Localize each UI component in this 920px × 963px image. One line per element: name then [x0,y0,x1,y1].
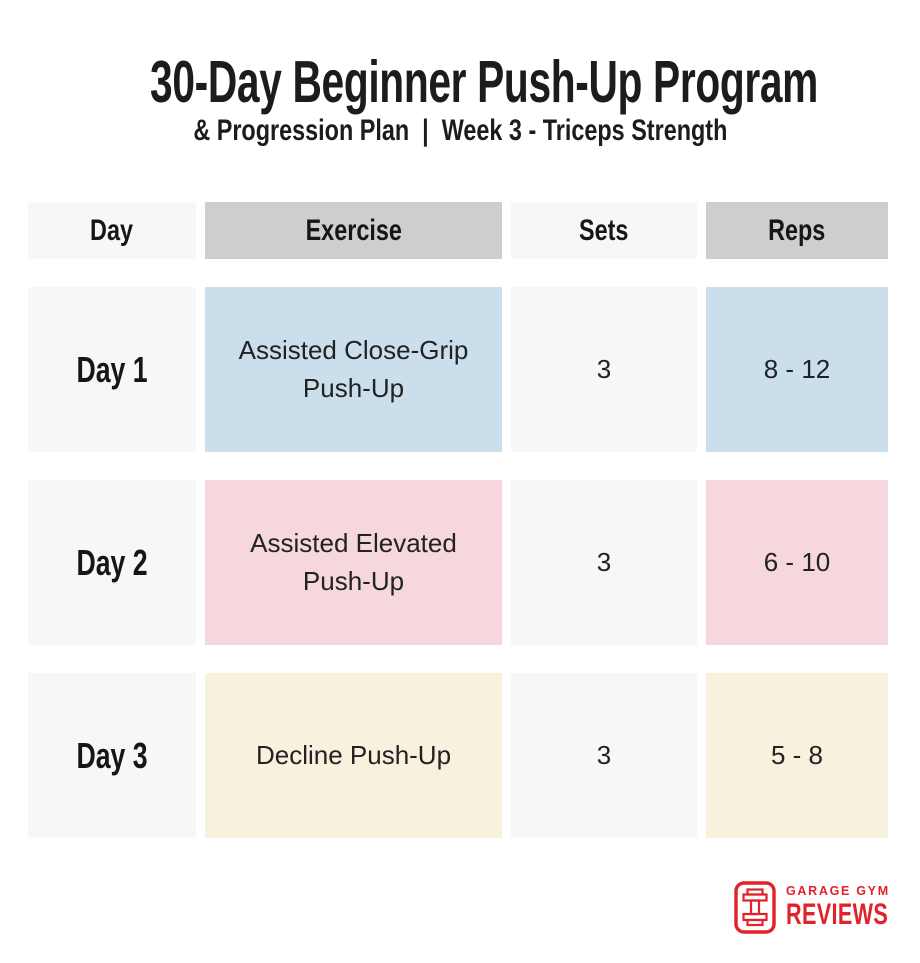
column-header-sets [511,202,697,259]
garage-gym-reviews-logo [734,881,920,934]
page-subtitle-text: & Progression Plan | Week 3 - Triceps Strength [192,114,728,147]
logo-brand-bottom: REVIEWS [786,898,889,932]
logo-wordmark [786,885,920,931]
dumbbell-icon [734,881,776,934]
reps-value: 6 - 10 [763,546,831,577]
table-row-day3-exercise-cell [205,673,502,838]
table-row-day2-day-cell [28,480,196,645]
column-header-reps [706,202,888,259]
logo-brand-top: GARAGE GYM [786,883,890,898]
table-row-day1-sets-cell [511,287,697,452]
exercise-label: Decline Push-Up [255,739,452,770]
column-header-exercise [205,202,502,259]
column-header-day-label: Day [90,213,134,247]
table-row-day3-day-cell [28,673,196,838]
reps-value: 5 - 8 [770,739,824,770]
page-title [0,49,920,115]
column-header-day [28,202,196,259]
table-row-day2-reps-cell [706,480,888,645]
column-header-exercise-label: Exercise [305,213,402,247]
day-label: Day 1 [76,348,148,390]
header [0,0,920,146]
program-table [28,202,888,838]
day-label: Day 2 [76,541,148,583]
sets-value: 3 [596,353,612,384]
exercise-label: Assisted Close-Grip Push-Up [238,334,469,403]
page-title-text: 30-Day Beginner Push-Up Program [150,49,819,115]
table-row-day2-exercise-cell [205,480,502,645]
table-row-day1-exercise-cell [205,287,502,452]
table-row-day3-reps-cell [706,673,888,838]
exercise-label: Assisted Elevated Push-Up [250,527,457,596]
reps-value: 8 - 12 [763,353,831,384]
column-header-reps-label: Reps [768,213,826,247]
day-label: Day 3 [76,734,148,776]
table-row-day1-day-cell [28,287,196,452]
page-subtitle [0,116,920,146]
sets-value: 3 [596,546,612,577]
table-row-day2-sets-cell [511,480,697,645]
table-row-day1-reps-cell [706,287,888,452]
column-header-sets-label: Sets [579,213,629,247]
table-row-day3-sets-cell [511,673,697,838]
sets-value: 3 [596,739,612,770]
